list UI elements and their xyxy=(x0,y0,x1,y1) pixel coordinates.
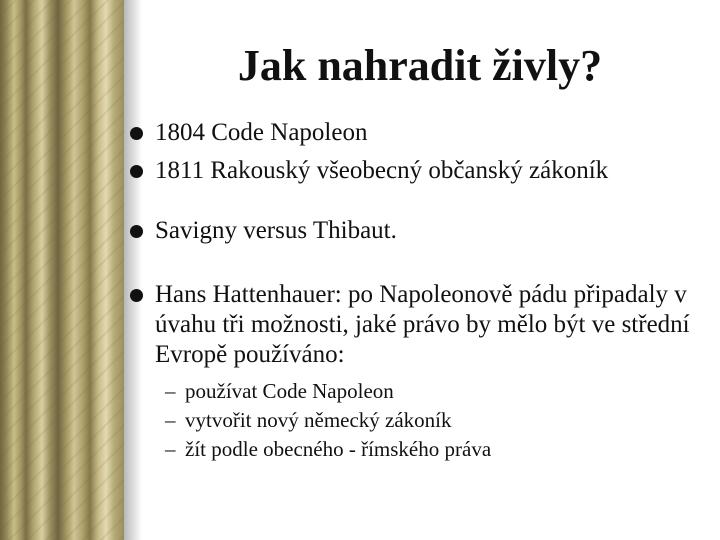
bullet-text: Savigny versus Thibaut. xyxy=(155,217,397,244)
bullet-item xyxy=(128,156,708,186)
slide-title: Jak nahradit živly? xyxy=(237,41,603,90)
sub-bullet-text: používat Code Napoleon xyxy=(185,379,394,403)
sub-bullet-text: vytvořit nový německý zákoník xyxy=(185,408,452,432)
bullet-text: 1811 Rakouský všeobecný občanský zákoník xyxy=(155,157,609,184)
bullet-text: Hans Hattenhauer: po Napoleonově pádu připadaly v úvahu tři možnosti, jaké právo by mělo být ve střední Evropě používáno: xyxy=(155,281,690,368)
sub-bullet-item xyxy=(163,406,708,435)
bullet-dot-icon xyxy=(130,127,143,140)
bullet-text: 1804 Code Napoleon xyxy=(155,119,368,146)
dash-marker: – xyxy=(165,379,176,403)
bullet-dot-icon xyxy=(130,165,143,178)
sub-bullet-item xyxy=(163,377,708,406)
sub-bullet-item xyxy=(163,435,708,464)
decorative-side-band xyxy=(0,0,124,540)
bullet-dot-icon xyxy=(130,225,143,238)
bullet-dot-icon xyxy=(130,289,143,302)
dash-marker: – xyxy=(165,408,176,432)
sub-bullet-list xyxy=(163,377,708,464)
dash-marker: – xyxy=(165,437,176,461)
bullet-item xyxy=(128,216,708,246)
slide-content xyxy=(128,118,708,464)
bullet-item xyxy=(128,280,708,370)
sub-bullet-text: žít podle obecného - římského práva xyxy=(185,437,492,461)
bullet-item xyxy=(128,118,708,148)
